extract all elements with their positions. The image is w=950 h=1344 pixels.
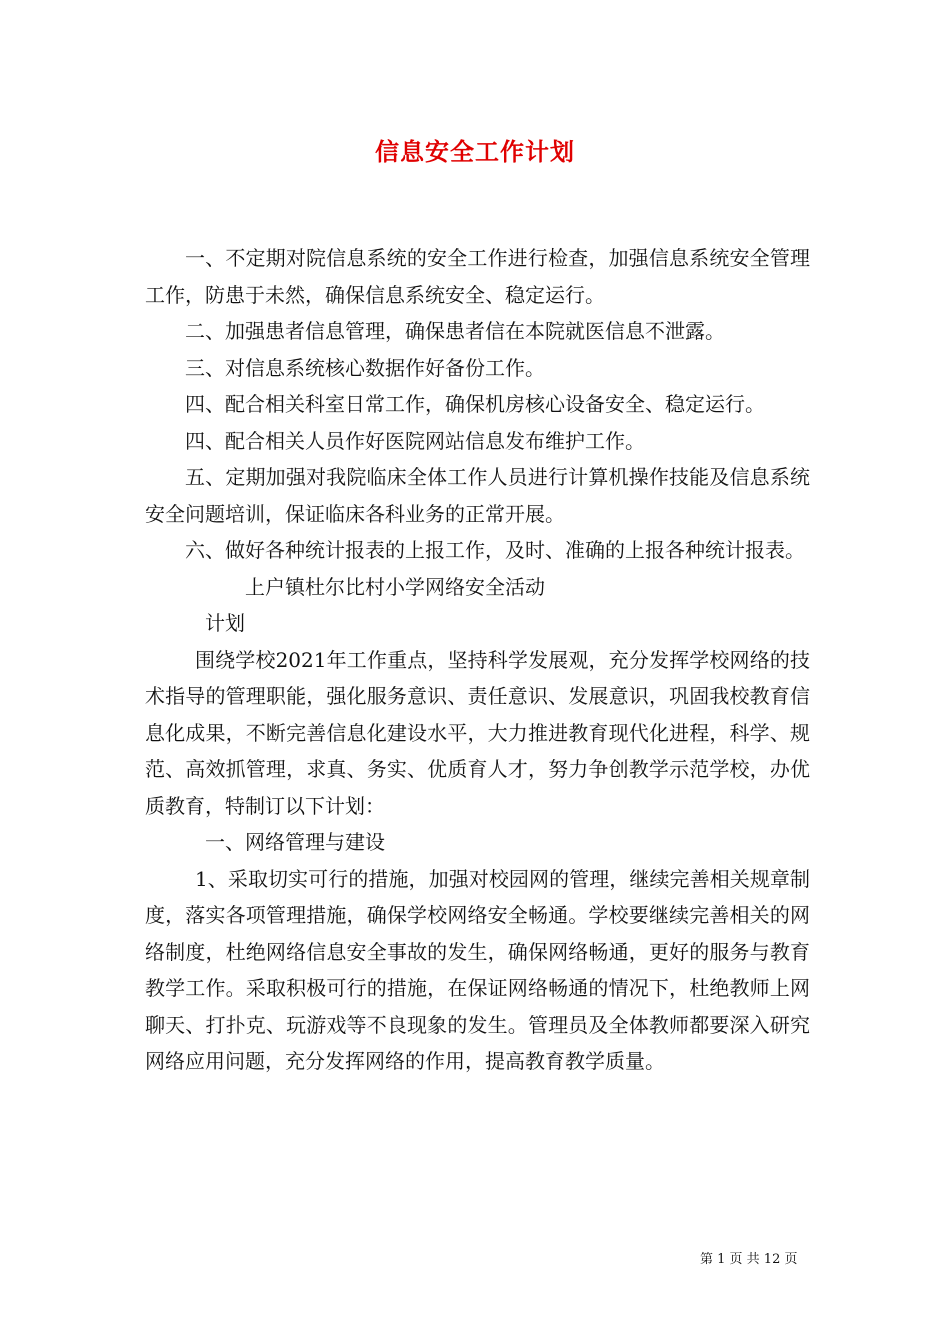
section-heading: 一、网络管理与建设 xyxy=(205,830,385,854)
page-footer: 第 1 页 共 12 页 xyxy=(700,1252,798,1267)
document-body xyxy=(145,240,810,1080)
paragraph: 二、加强患者信息管理，确保患者信在本院就医信息不泄露。 xyxy=(185,319,725,343)
paragraph: 一、不定期对院信息系统的安全工作进行检查，加强信息系统安全管理工作，防患于未然，确保信息系统安全、稳定运行。 xyxy=(145,246,810,307)
paragraph: 三、对信息系统核心数据作好备份工作。 xyxy=(185,355,545,380)
paragraph: 五、定期加强对我院临床全体工作人员进行计算机操作技能及信息系统安全问题培训，保证临床各科业务的正常开展。 xyxy=(145,465,810,526)
paragraph: 围绕学校2021年工作重点，坚持科学发展观，充分发挥学校网络的技术指导的管理职能，强化服务意识、责任意识、发展意识，巩固我校教育信息化成果，不断完善信息化建设水平，大力推进教育现代化进程，科学、规范、高效抓管理，求真、务实、优质育人才，努力争创教学示范学校，办优质教育，特制订以下计划： xyxy=(145,647,810,818)
paragraph: 1、采取切实可行的措施，加强对校园网的管理，继续完善相关规章制度，落实各项管理措施，确保学校网络安全畅通。学校要继续完善相关的网络制度，杜绝网络信息安全事故的发生，确保网络畅通，更好的服务与教育教学工作。采取积极可行的措施，在保证网络畅通的情况下，杜绝教师上网聊天、打扑克、玩游戏等不良现象的发生。管理员及全体教师都要深入研究网络应用问题，充分发挥网络的作用，提高教育教学质量。 xyxy=(145,866,810,1073)
document-title: 信息安全工作计划 xyxy=(375,138,575,166)
paragraph: 四、配合相关科室日常工作，确保机房核心设备安全、稳定运行。 xyxy=(185,392,765,416)
sub-heading-cont: 计划 xyxy=(205,611,245,635)
paragraph: 四、配合相关人员作好医院网站信息发布维护工作。 xyxy=(185,428,645,453)
sub-heading: 上户镇杜尔比村小学网络安全活动 xyxy=(245,574,545,599)
paragraph: 六、做好各种统计报表的上报工作，及时、准确的上报各种统计报表。 xyxy=(185,538,805,562)
